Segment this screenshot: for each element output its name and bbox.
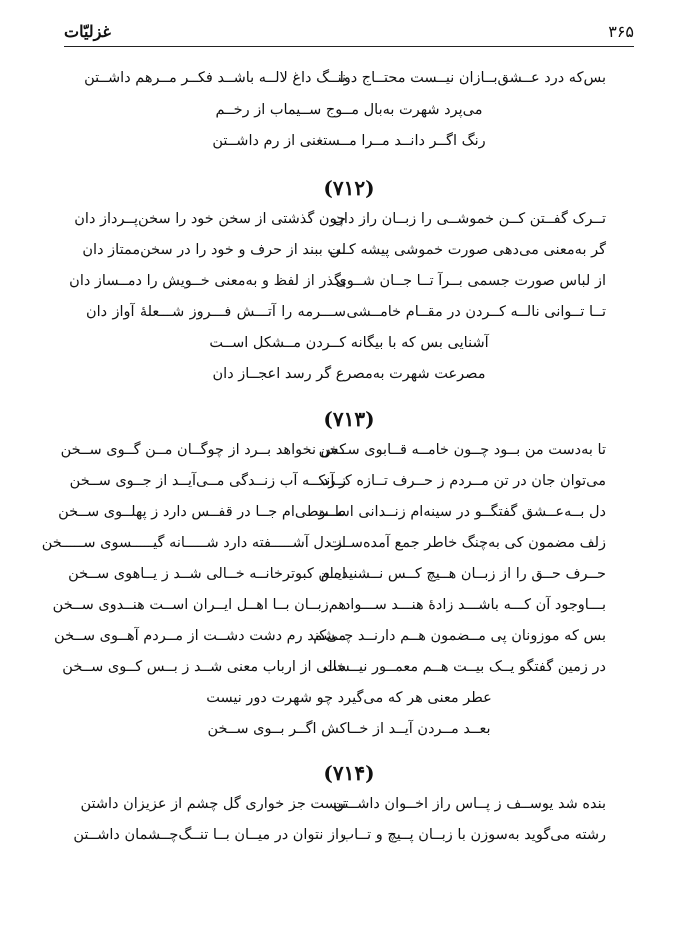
hemistich-right: تا به‌دست من بــود چــون خامــه قــابوی ســخن bbox=[318, 442, 606, 458]
hemistich-left: راز نتوان در میــان بــا تنــگ‌چــشمان داشــتن bbox=[73, 827, 346, 843]
hemistich-left: ننــگ داغ لالــه باشــد فکــر مــرهم داشــتن bbox=[84, 70, 346, 86]
poem-number: (۷۱۲) bbox=[323, 176, 375, 200]
hemistich-left: چون گذشتی از سخن خود را سخن‌پــرداز دان bbox=[74, 211, 346, 227]
hemistich-left: نیست جز خواری گل چشم از عزیزان داشتن bbox=[80, 796, 346, 812]
hemistich-left: ســـرمه را آتـــش فـــروز شـــعلهٔ آواز دان bbox=[86, 304, 346, 320]
hemistich-left: هم‌زبــان بــا اهــل ایــران اســت هنــدوی ســخن bbox=[52, 597, 346, 613]
hemistich-left: می‌کند رم دشت دشــت از مــردم آهــوی ســخن bbox=[54, 628, 346, 644]
hemistich-right: از لباس صورت جسمی بــرآ تــا جــان شــوی bbox=[335, 273, 606, 289]
hemistich-right: تــرک گفــتن کــن خموشــی را زبــان راز دان bbox=[333, 211, 606, 227]
closing-line: بعــد مــردن آیــد از خــاکش اگــر بــوی ســخن bbox=[207, 721, 491, 737]
hemistich-right: بـــاوجود آن کـــه باشـــد زادهٔ هنـــد ســـواد bbox=[343, 597, 606, 613]
closing-line: آشنایی بس که با بیگانه کــردن مــشکل اســت bbox=[209, 335, 489, 351]
hemistich-left: بگذر از لفظ و به‌معنی خــویش را دمــساز دان bbox=[69, 273, 346, 289]
hemistich-right: زلف مضمون کی به‌چنگ خاطر جمع آمده‌ســت bbox=[328, 535, 606, 551]
closing-line: مصرعت شهرت به‌مصرع گر رسد اعجــاز دان bbox=[212, 366, 486, 382]
hemistich-left: از دل آشـــــفته دارد شـــــانه گیـــــسوی ســـــخن bbox=[41, 535, 346, 551]
hemistich-right: حــرف حــق را از زبــان هــیچ کــس نــشنیده‌ام bbox=[320, 566, 606, 582]
hemistich-left: لب ببند از حرف و خود را در سخن‌ممتاز دان bbox=[82, 242, 346, 258]
page-header bbox=[64, 20, 634, 46]
hemistich-right: رشته می‌گوید به‌سوزن با زبــان پــیچ و تــاب bbox=[340, 827, 606, 843]
hemistich-right: در زمین گفتگو یــک بیــت هــم معمــور نیــست bbox=[323, 659, 606, 675]
poem-number: (۷۱۳) bbox=[323, 407, 375, 431]
hemistich-left: طــوطی‌ام جــا در قفــس دارد ز پهلــوی ســخن bbox=[58, 504, 346, 520]
closing-line: عطر معنی هر که می‌گیرد چو شهرت دور نیست bbox=[206, 690, 492, 706]
closing-line: می‌پرد شهرت به‌بال مــوج ســیماب از رخــم bbox=[215, 102, 483, 118]
hemistich-right: دل بــه‌عــشق گفتگــو در سینه‌ام زنــدانی اســت bbox=[314, 504, 606, 520]
page-number: ۳۶۵ bbox=[608, 22, 634, 41]
closing-line: رنگ اگــر دانــد مــرا مــستغنی از رم داشــتن bbox=[212, 133, 486, 149]
book-title: غزلیّات bbox=[64, 22, 111, 41]
hemistich-right: بنده شد یوســف ز پــاس راز اخــوان داشــتن bbox=[333, 796, 606, 812]
header-rule bbox=[64, 46, 634, 47]
hemistich-right: بس‌که درد عــشق‌بــازان نیــست محتــاج دوا bbox=[339, 70, 606, 86]
hemistich-left: خالی از ارباب معنی شــد ز بــس کــوی ســخن bbox=[62, 659, 346, 675]
hemistich-right: گر به‌معنی می‌دهی صورت خموشی پیشه کــن bbox=[329, 242, 606, 258]
poem-number: (۷۱۴) bbox=[323, 761, 375, 785]
hemistich-right: تــا تــوانی نالــه کــردن در مقــام خامــشی bbox=[346, 304, 606, 320]
hemistich-right: می‌توان جان در تن مــردم ز حــرف تــازه کــرد bbox=[321, 473, 606, 489]
hemistich-left: کس نخواهد بــرد از چوگــان مــن گــوی ســخن bbox=[60, 442, 346, 458]
hemistich-right: بس که موزونان پی مــضمون هــم دارنــد چــشم bbox=[313, 628, 606, 644]
hemistich-left: ز آنکــه آب زنــدگی مــی‌آیــد از جــوی ســخن bbox=[69, 473, 346, 489]
hemistich-left: ایــن کبوترخانــه خــالی شــد ز یــاهوی ســخن bbox=[68, 566, 346, 582]
